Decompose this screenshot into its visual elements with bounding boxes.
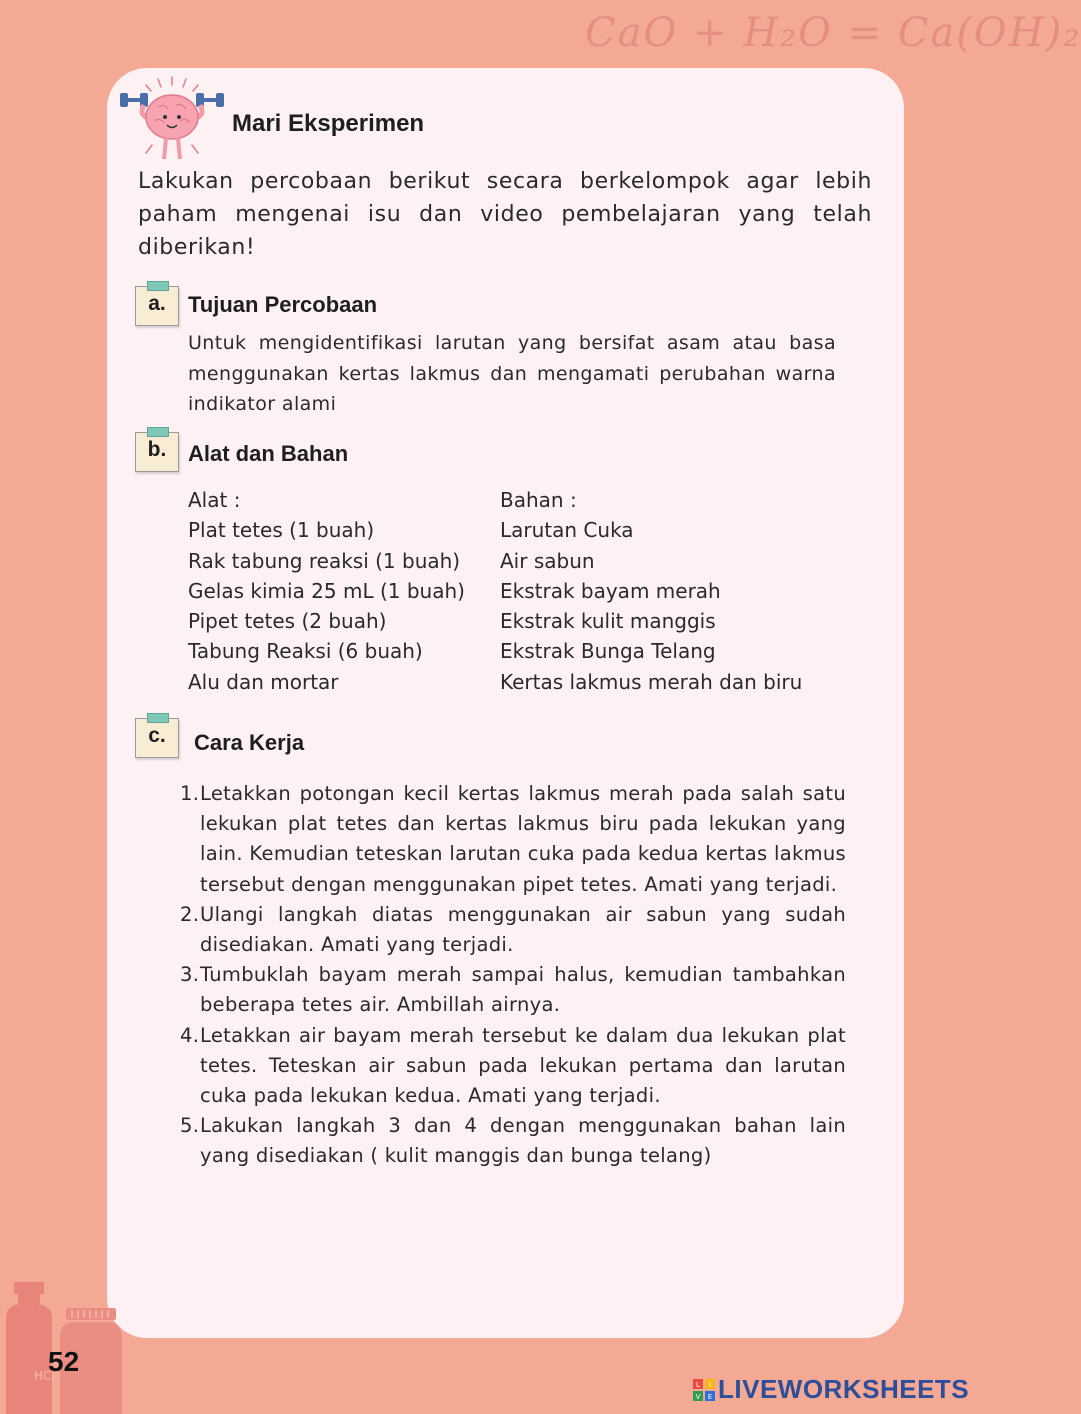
list-item	[180, 960, 846, 1020]
svg-text:V: V	[695, 1392, 701, 1401]
section-a-title: Tujuan Percobaan	[188, 292, 378, 317]
step-text: Ulangi langkah diatas menggunakan air sabun yang sudah disediakan. Amati yang terjadi.	[200, 902, 846, 957]
procedure-steps	[180, 779, 846, 1172]
chemical-formula: CaO + H₂O = Ca(OH)₂	[585, 10, 1081, 56]
step-number: 4.	[180, 1023, 200, 1047]
step-number: 1.	[180, 782, 200, 805]
brain-mascot-icon	[118, 75, 226, 167]
bahan-item: Air sabun	[500, 548, 595, 573]
liveworksheets-brand	[693, 1374, 969, 1405]
page-number: 52	[48, 1346, 80, 1377]
step-number: 2.	[180, 902, 200, 926]
step-number: 3.	[180, 963, 200, 987]
alat-item: Alu dan mortar	[188, 669, 339, 694]
section-b-letter: b.	[147, 438, 167, 461]
step-text: Tumbuklah bayam merah sampai halus, kemudian tambahkan beberapa tetes air. Ambillah airnya.	[200, 963, 846, 1017]
bahan-item: Kertas lakmus merah dan biru	[500, 669, 803, 694]
alat-item: Rak tabung reaksi (1 buah)	[188, 548, 461, 573]
badge-tab	[147, 427, 169, 437]
list-item	[180, 779, 846, 900]
bahan-item: Ekstrak bayam merah	[500, 578, 721, 603]
section-a-badge	[135, 286, 179, 326]
brand-name: LIVEWORKSHEETS	[718, 1374, 970, 1404]
step-text: Lakukan langkah 3 dan 4 dengan menggunakan bahan lain yang disediakan ( kulit manggis dan bunga telang)	[200, 1114, 846, 1168]
alat-item: Gelas kimia 25 mL (1 buah)	[188, 578, 465, 603]
alat-item: Alat :	[188, 488, 241, 512]
list-item	[180, 1021, 846, 1112]
section-a-letter: a.	[148, 292, 166, 315]
step-number: 5.	[180, 1114, 200, 1138]
alat-item: Pipet tetes (2 buah)	[188, 609, 387, 634]
section-b-title: Alat dan Bahan	[188, 441, 349, 466]
bahan-item: Ekstrak Bunga Telang	[500, 639, 716, 664]
list-item	[180, 1111, 846, 1171]
step-text: Letakkan potongan kecil kertas lakmus merah pada salah satu lekukan plat tetes dan kertas lakmus biru pada lekukan yang lain. Kemudian teteskan larutan cuka pada kedua kertas lakmus tersebut dengan menggunakan pipet tetes. Amati yang terjadi.	[200, 782, 846, 896]
bahan-list	[500, 485, 802, 697]
svg-text:I: I	[708, 1380, 712, 1389]
bahan-item: Larutan Cuka	[500, 518, 634, 543]
alat-item: Plat tetes (1 buah)	[188, 518, 375, 543]
svg-text:L: L	[696, 1380, 700, 1389]
bahan-item: Bahan :	[500, 488, 577, 512]
badge-tab	[147, 281, 169, 291]
badge-tab	[147, 713, 169, 723]
svg-text:E: E	[707, 1392, 713, 1401]
section-c-title: Cara Kerja	[194, 730, 305, 755]
section-a-text: Untuk mengidentifikasi larutan yang bersifat asam atau basa menggunakan kertas lakmus dan mengamati perubahan warna indikator alami	[188, 332, 836, 415]
liveworksheets-logo-icon	[693, 1379, 715, 1401]
section-b-badge	[135, 432, 179, 472]
alat-list	[188, 485, 465, 697]
page-title: Mari Eksperimen	[232, 110, 425, 137]
intro-text: Lakukan percobaan berikut secara berkelompok agar lebih paham mengenai isu dan video pembelajaran yang telah diberikan!	[138, 169, 872, 260]
list-item	[180, 900, 846, 960]
section-c-letter: c.	[148, 724, 166, 747]
section-c-badge	[135, 718, 179, 758]
bottle-label: HCl	[34, 1369, 55, 1383]
bahan-item: Ekstrak kulit manggis	[500, 609, 716, 634]
step-text: Letakkan air bayam merah tersebut ke dalam dua lekukan plat tetes. Teteskan air sabun pada lekukan pertama dan larutan cuka pada lekukan kedua. Amati yang terjadi.	[200, 1023, 846, 1108]
alat-item: Tabung Reaksi (6 buah)	[188, 639, 423, 664]
